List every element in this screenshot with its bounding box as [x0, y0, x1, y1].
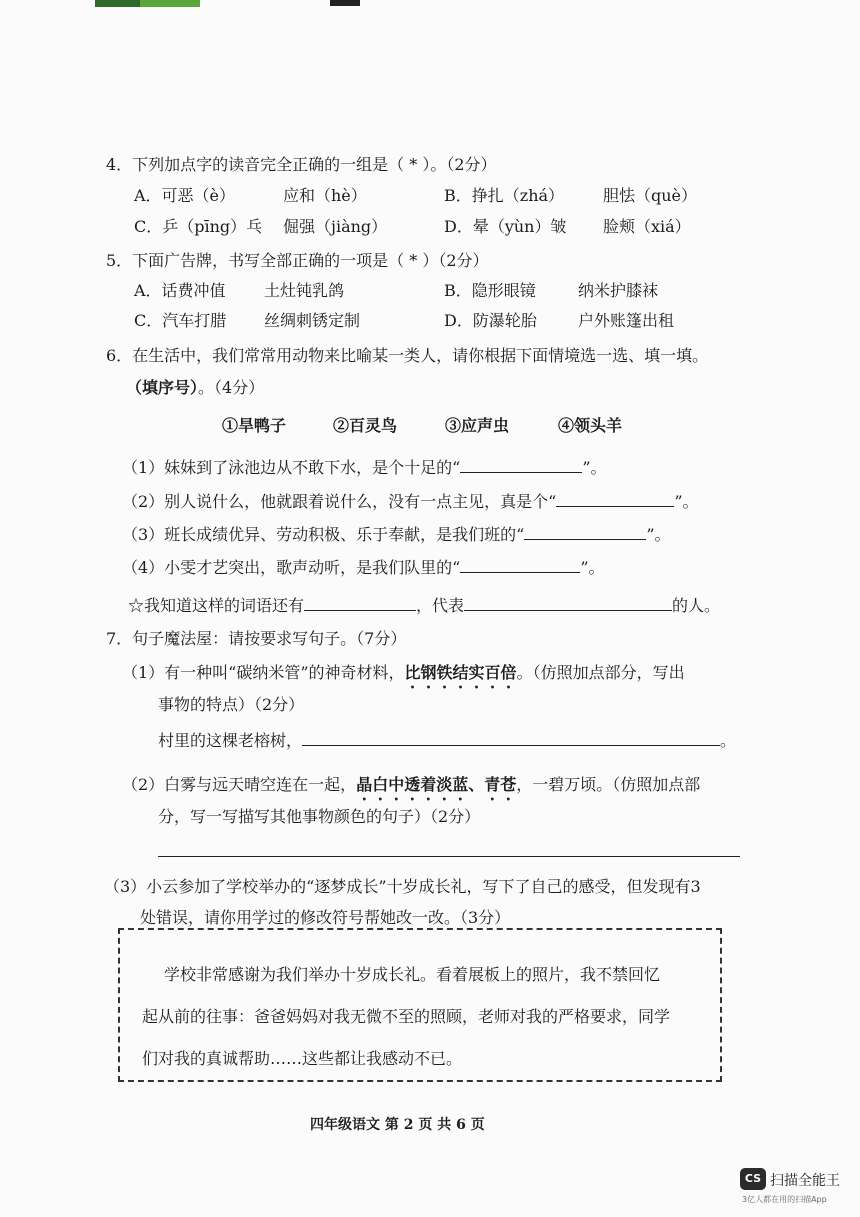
q7-p1-prompt: 村里的这棵老榕树，	[158, 731, 303, 750]
q7-part1-line1	[122, 660, 685, 692]
q4-option-c1: C．乒（pīng）乓	[134, 217, 263, 236]
q5-option-a1: A．话费冲值	[134, 281, 226, 300]
q5-option-d1: D．防瀑轮胎	[444, 311, 537, 330]
q7-part1-line3	[158, 728, 736, 751]
q6-extension	[128, 593, 720, 616]
q4-option-a1: A．可恶（è）	[134, 186, 236, 205]
q7-p1-text-a: （1）有一种叫“碳纳米管”的神奇材料，	[122, 663, 405, 682]
q7-part3-line2: 处错误，请你用学过的修改符号帮她改一改。（3分）	[140, 908, 511, 927]
q7-p1-end: 。	[720, 731, 737, 750]
q6-star-text-c: 的人。	[672, 596, 721, 615]
q4-stem: 4．下列加点字的读音完全正确的一组是（ * ）。（2分）	[106, 155, 497, 174]
top-clipped-mark	[330, 0, 360, 6]
q6-s4-blank[interactable]	[460, 558, 580, 573]
q5-option-a2: 土灶钝乳鸽	[264, 281, 345, 300]
passage-line-3: 们对我的真诚帮助……这些都让我感动不已。	[142, 1049, 463, 1068]
q6-star-blank-1[interactable]	[304, 596, 416, 611]
q6-s2-end: ”。	[674, 492, 699, 511]
q6-s2-blank[interactable]	[556, 492, 674, 507]
q7-p1-answer-line[interactable]	[302, 731, 720, 746]
q6-s4-text: （4）小雯才艺突出，歌声动听，是我们队里的“	[122, 558, 461, 577]
q6-sentence-3	[122, 522, 671, 545]
q5-stem: 5．下面广告牌，书写全部正确的一项是（ * ）（2分）	[106, 251, 489, 270]
q6-sentence-1	[122, 455, 607, 478]
q4-option-b2: 胆怯（què）	[603, 186, 698, 205]
q4-option-b1: B．挣扎（zhá）	[444, 186, 565, 205]
q6-sentence-2	[122, 489, 699, 512]
q6-star-blank-2[interactable]	[464, 596, 672, 611]
camscanner-logo-icon: CS	[740, 1168, 766, 1190]
q6-choice-4: ④领头羊	[558, 416, 623, 435]
q4-option-c2: 倔强（jiàng）	[283, 217, 388, 236]
correction-passage-box	[118, 928, 722, 1082]
q7-p2-answer-line[interactable]	[158, 856, 740, 857]
q6-s2-text: （2）别人说什么，他就跟着说什么，没有一点主见，真是个“	[122, 492, 557, 511]
q7-stem: 7．句子魔法屋：请按要求写句子。（7分）	[106, 629, 407, 648]
watermark-app-name: 扫描全能王	[770, 1173, 840, 1189]
q6-s4-end: ”。	[580, 558, 605, 577]
q7-p2-text-a: （2）白雾与远天晴空连在一起，	[122, 775, 357, 794]
page-footer: 四年级语文 第 2 页 共 6 页	[310, 1117, 485, 1133]
q6-sentence-4	[122, 555, 605, 578]
q6-choice-1: ①旱鸭子	[222, 416, 287, 435]
q6-s3-end: ”。	[646, 525, 671, 544]
q5-option-b1: B．隐形眼镜	[444, 281, 536, 300]
q6-stem-line2	[126, 375, 264, 398]
top-green-bar-dark	[95, 0, 140, 7]
q6-star-text-a: ☆我知道这样的词语还有	[128, 596, 305, 615]
q7-p1-dotted: 比钢铁结实百倍	[404, 663, 517, 682]
passage-line-2: 起从前的往事：爸爸妈妈对我无微不至的照顾，老师对我的严格要求，同学	[142, 1007, 671, 1026]
q6-fill-hint: （填序号）	[126, 378, 199, 397]
q7-p1-text-b: 。（仿照加点部分，写出	[516, 663, 685, 682]
watermark-slogan: 3亿人都在用的扫描App	[742, 1195, 827, 1204]
q6-score: 。（4分）	[198, 378, 265, 397]
q6-choice-3: ③应声虫	[445, 416, 510, 435]
q6-stem: 6．在生活中，我们常常用动物来比喻某一类人，请你根据下面情境选一选、填一填。	[106, 346, 709, 365]
q6-s3-blank[interactable]	[524, 525, 646, 540]
q6-s3-text: （3）班长成绩优异、劳动积极、乐于奉献，是我们班的“	[122, 525, 525, 544]
q7-p2-dotted: 晶白中透着淡蓝、青苍	[356, 775, 517, 794]
q6-s1-blank[interactable]	[460, 458, 582, 473]
q5-option-c2: 丝绸刺锈定制	[264, 311, 361, 330]
q5-option-d2: 户外账篷出租	[578, 311, 675, 330]
passage-line-1: 学校非常感谢为我们举办十岁成长礼。看着展板上的照片，我不禁回忆	[164, 965, 661, 984]
q5-option-c1: C．汽车打腊	[134, 311, 227, 330]
q6-s1-text: （1）妹妹到了泳池边从不敢下水，是个十足的“	[122, 458, 461, 477]
q4-option-d2: 脸颊（xiá）	[603, 217, 691, 236]
q6-star-text-b: ，代表	[416, 596, 465, 615]
q7-part2-line1	[122, 772, 700, 804]
q7-part3-line1: （3）小云参加了学校举办的“逐梦成长”十岁成长礼，写下了自己的感受，但发现有3	[104, 877, 701, 896]
q6-s1-end: ”。	[582, 458, 607, 477]
q7-part1-line2: 事物的特点）（2分）	[158, 695, 305, 714]
q7-p2-text-b: ，一碧万顷。（仿照加点部	[516, 775, 701, 794]
q4-option-d1: D．晕（yùn）皱	[444, 217, 567, 236]
q4-option-a2: 应和（hè）	[283, 186, 367, 205]
q6-choice-2: ②百灵鸟	[333, 416, 398, 435]
q7-part2-line2: 分，写一写描写其他事物颜色的句子）（2分）	[158, 807, 481, 826]
q5-option-b2: 纳米护膝袜	[578, 281, 659, 300]
